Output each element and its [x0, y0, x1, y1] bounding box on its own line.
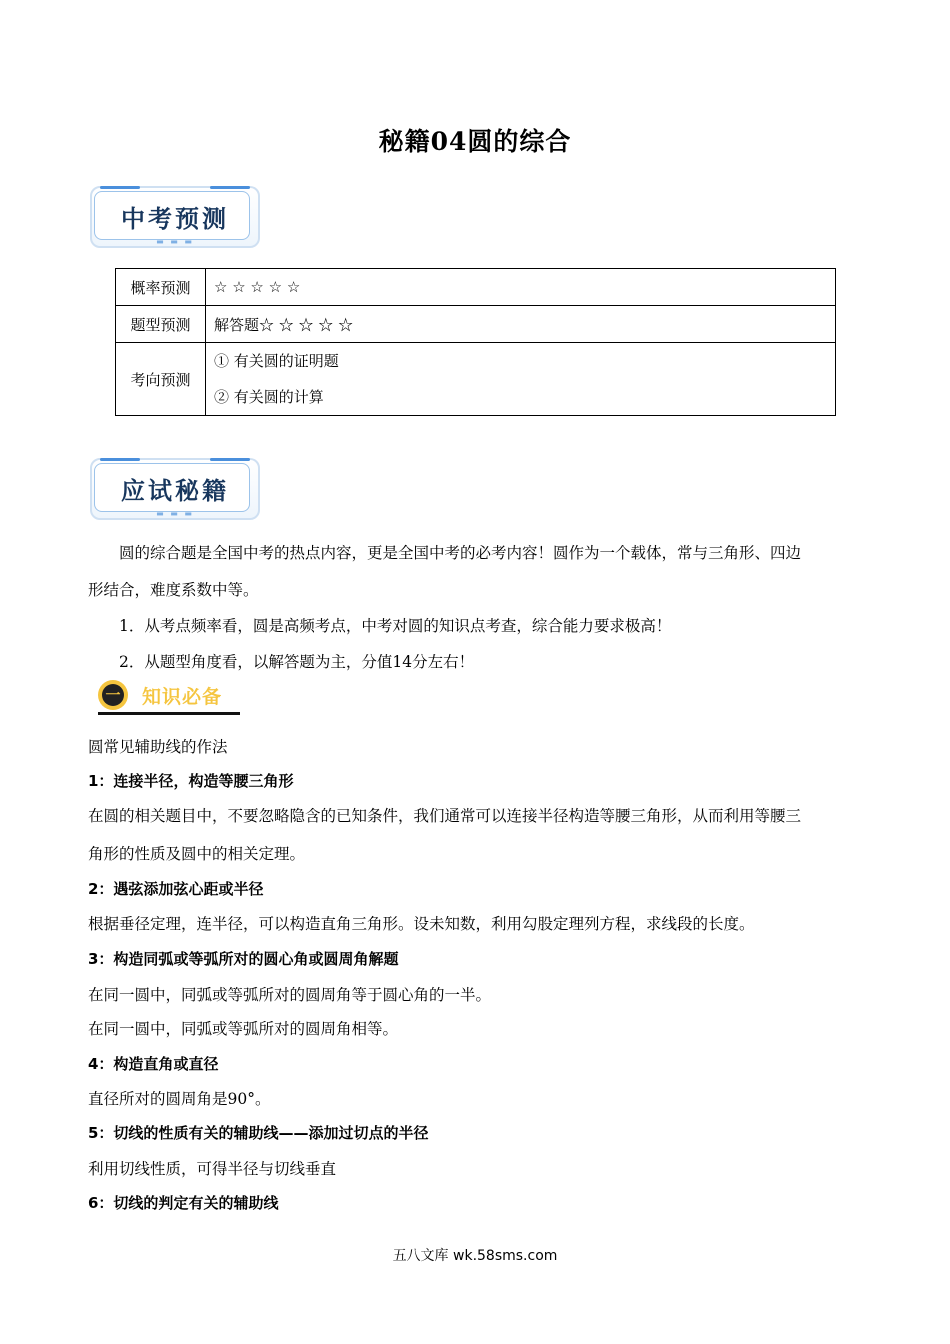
knowledge-header: [98, 678, 240, 718]
row-label: 题型预测: [116, 306, 206, 343]
intro-line: 形结合，难度系数中等。: [88, 581, 259, 599]
intro-point: 1．从考点频率看，圆是高频考点，中考对圆的知识点考查，综合能力要求极高！: [119, 617, 672, 635]
knowledge-number-icon: 一: [102, 684, 124, 706]
paragraph: 在圆的相关题目中，不要忽略隐含的已知条件，我们通常可以连接半径构造等腰三角形，从而利用等腰三: [88, 807, 802, 825]
knowledge-label: 知识必备: [142, 686, 223, 708]
section-heading: 5：切线的性质有关的辅助线——添加过切点的半径: [88, 1124, 429, 1142]
page-footer: 五八文库 wk.58sms.com: [392, 1248, 558, 1264]
paragraph: 在同一圆中，同弧或等弧所对的圆周角相等。: [88, 1020, 399, 1038]
table-row: [116, 269, 836, 306]
forecast-table: [115, 268, 836, 416]
intro-point: 2．从题型角度看，以解答题为主，分值14分左右！: [119, 653, 475, 671]
row-label: 考向预测: [116, 343, 206, 416]
table-row: [116, 306, 836, 343]
section-heading: 6：切线的判定有关的辅助线: [88, 1194, 279, 1212]
tips-badge: 应试秘籍 ▬ ▬ ▬: [90, 458, 260, 520]
table-row: [116, 343, 836, 416]
paragraph: 根据垂径定理，连半径，可以构造直角三角形。设未知数，利用勾股定理列方程，求线段的长度。: [88, 915, 755, 933]
section-heading: 4：构造直角或直径: [88, 1055, 219, 1073]
forecast-badge: 中考预测 ▬ ▬ ▬: [90, 186, 260, 248]
section-subtitle: 圆常见辅助线的作法: [88, 738, 228, 756]
forecast-badge-label: 中考预测: [121, 205, 229, 233]
row-value: 解答题☆ ☆ ☆ ☆ ☆: [206, 306, 836, 343]
paragraph: 利用切线性质，可得半径与切线垂直: [88, 1160, 337, 1178]
section-heading: 2：遇弦添加弦心距或半径: [88, 880, 264, 898]
row-label: 概率预测: [116, 269, 206, 306]
row-value: [206, 343, 836, 416]
intro-line: 圆的综合题是全国中考的热点内容，更是全国中考的必考内容！圆作为一个载体，常与三角形、四边: [119, 544, 802, 562]
section-heading: 3：构造同弧或等弧所对的圆心角或圆周角解题: [88, 950, 399, 968]
direction-item: ② 有关圆的计算: [214, 388, 324, 406]
direction-item: ① 有关圆的证明题: [214, 352, 339, 370]
paragraph: 角形的性质及圆中的相关定理。: [88, 845, 306, 863]
row-value: ☆ ☆ ☆ ☆ ☆: [206, 269, 836, 306]
section-heading: 1：连接半径，构造等腰三角形: [88, 772, 294, 790]
page-title: 秘籍04圆的综合: [378, 127, 572, 156]
tips-badge-label: 应试秘籍: [121, 477, 229, 505]
paragraph: 在同一圆中，同弧或等弧所对的圆周角等于圆心角的一半。: [88, 986, 492, 1004]
paragraph: 直径所对的圆周角是90°。: [88, 1090, 271, 1108]
